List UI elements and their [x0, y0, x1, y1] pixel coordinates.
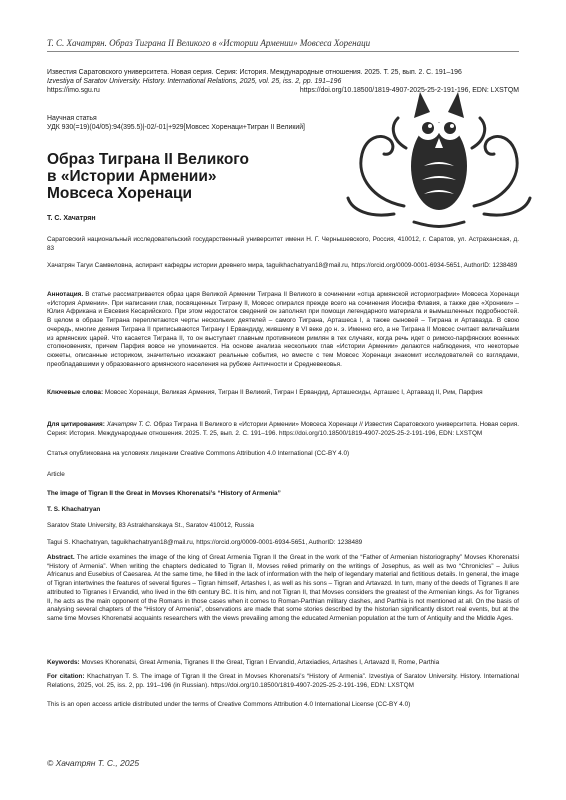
author-info-en: Tagui S. Khachatryan, taguikhachatryan18@mail.ru, https://orcid.org/0009-0001-6934-5651, AuthorID: 1238489	[47, 539, 363, 546]
udc-code: УДК 930(=19)(04/05):94(395.5)|-02/-01|+929[Мовсес Хоренаци+Тигран II Великий]	[47, 124, 305, 131]
citation-text: Khachatryan T. S. The image of Tigran II the Great in Movses Khorenatsi’s “History of Armenia”. Izvestiya of Saratov University. History. International Relations, 2025, vol. 25, iss. 2, pp. 191–196 (in Russian). https://doi.org/10.18500/1819-4907-2025-25-2-191-196, EDN: LXSTQM	[47, 673, 520, 689]
title-line: в «Истории Армении»	[47, 168, 217, 185]
keywords-text: Movses Khorenatsi, Great Armenia, Tigranes II the Great, Tigran I Ervandid, Artaxiadies, Artashes I, Artavazd II, Rome, Parthia	[81, 659, 440, 666]
author-info-ru: Хачатрян Тагуи Самвеловна, аспирант кафедры истории древнего мира, taguikhachatryan18@mail.ru, https://orcid.org/0009-0001-6934-5651, AuthorID: 1238489	[47, 262, 518, 269]
citation-en	[47, 673, 519, 690]
citation-label: Для цитирования:	[47, 421, 105, 428]
doi-link[interactable]: https://doi.org/10.18500/1819-4907-2025-25-2-191-196, EDN: LXSTQM	[299, 87, 519, 94]
article-label-en: Article	[47, 471, 65, 478]
journal-line-en: Izvestiya of Saratov University. History. International Relations, 2025, vol. 25, iss. 2, pp. 191–196	[47, 78, 342, 85]
title-line: Образ Тиграна II Великого	[47, 151, 250, 168]
page-title	[47, 151, 287, 202]
keywords-text: Мовсес Хоренаци, Великая Армения, Тигран II Великий, Тигран I Ервандид, Арташесиды, Арташес I, Артавазд II, Рим, Парфия	[104, 389, 483, 396]
abstract-text: The article examines the image of the king of Great Armenia Tigran II the Great in the work of the “Father of Armenian historiography” Movses Khorenatsi “History of Armenia”. When writing the chapters dedicated to Tigran II, Movses relied primarily on the writings of Josephus, as well as two “Chronicles” – Julius Africanus and Eusebius of Caesarea. At the same time, he filled in the lack of information with the help of legendary material and fictitious details. In general, the image of Tigran intertwines the features of several figures – Tigran himself, Artashes I, as well as his sons – Tigran and Artavazd. In turn, many of the deeds of Tigranes II are attributed to Tigranes I Ervandid, who lived in the 6th century BC. It is him, and not Tigran II, that Movses considers the greatest of the Armenian kings. As for Tigranes II, he acts as the main opponent of the Romans in those cases when it comes to Roman-Parthian military clashes, and Parthia is not mentioned at all. On the basis of analysing several chapters of the “History of Armenia”, observations are made that some stories described by the historian significantly distort real events, but at the same time Movses Khorenatsi acquaints researchers with the views prevailing among the educated Armenian population at the turn of Antiquity and the Middle Ages.	[47, 554, 519, 622]
affiliation-en: Saratov State University, 83 Astrakhanskaya St., Saratov 410012, Russia	[47, 522, 254, 529]
owl-emblem-icon	[344, 88, 534, 230]
affiliation-ru: Саратовский национальный исследовательский государственный университет имени Н. Г. Чернышевского, Россия, 410012, г. Саратов, ул. Астраханская, д. 83	[47, 236, 519, 252]
abstract-ru	[47, 291, 519, 369]
abstract-label: Аннотация.	[47, 291, 84, 298]
header-rule	[47, 51, 519, 52]
citation-author: Хачатрян Т. С.	[106, 421, 152, 428]
abstract-text: В статье рассматривается образ царя Великой Армении Тиграна II Великого в сочинении «отца армянской историографии» Мовсеса Хоренаци «История Армении». При написании глав, посвященных Тиграну II, Мовсес опирался прежде всего на сочинения Иосифа Флавия, а также две «Хроники» – Юлия Африкана и Евсевия Кесарийского. При этом недостаток сведений он заполнял при помощи легендарного материала и вымышленных подробностей. В целом в образе Тиграна переплетаются черты нескольких деятелей – самого Тиграна, Арташеса I, а также сыновей – Тиграна и Артавазда. В свою очередь, многие деяния Тиграна II приписываются Тиграну I Ервандиду, жившему в VI веке до н. э. Именно его, а не Тиграна II Мовсес считает величайшим из армянских царей. Что касается Тиграна II, то он выступает главным противником римлян в тех случаях, когда речь идет о римско-парфянских военных столкновениях, причем Парфия вовсе не упоминается. На основе анализа нескольких глав «Истории Армении» делаются наблюдения, что некоторые сюжеты, описанные историком, значительно искажают реальные события, но вместе с тем Мовсес Хоренаци знакомит исследователей со взглядами, преобладавшими у образованного армянского населения на рубеже Античности и Средневековья.	[47, 291, 519, 368]
author-en: T. S. Khachatryan	[47, 506, 101, 513]
title-en: The image of Tigran II the Great in Movses Khorenatsi’s “History of Armenia”	[47, 490, 281, 497]
journal-line-ru: Известия Саратовского университета. Новая серия. Серия: История. Международные отношения. 2025. Т. 25, вып. 2. С. 191–196	[47, 69, 462, 76]
copyright-notice: © Хачатрян Т. С., 2025	[47, 758, 140, 768]
citation-ru	[47, 421, 519, 438]
journal-site-link[interactable]: https://imo.sgu.ru	[47, 87, 100, 94]
article-type: Научная статья	[47, 115, 97, 122]
license-ru: Статья опубликована на условиях лицензии Creative Commons Attribution 4.0 International (CC-BY 4.0)	[47, 450, 350, 457]
title-line: Мовсеса Хоренаци	[47, 185, 193, 202]
license-en: This is an open access article distributed under the terms of Creative Commons Attribution 4.0 International License (CC-BY 4.0)	[47, 701, 411, 708]
running-header: Т. С. Хачатрян. Образ Тиграна II Великого в «Истории Армении» Мовсеса Хоренаци	[47, 38, 371, 48]
keywords-label: Ключевые слова:	[47, 389, 104, 396]
citation-text: Образ Тиграна II Великого в «Истории Армении» Мовсеса Хоренаци // Известия Саратовского университета. Новая серия. Серия: История. Международные отношения. 2025. Т. 25, вып. 2. С. 191–196. https://doi.org/10.18500/1819-4907-2025-25-2-191-196, EDN: LXSTQM	[47, 421, 520, 437]
keywords-label: Keywords:	[47, 659, 80, 666]
abstract-label: Abstract.	[47, 554, 75, 561]
author-name: Т. С. Хачатрян	[47, 215, 96, 222]
article-type-block	[47, 114, 377, 132]
citation-label: For citation:	[47, 673, 85, 680]
keywords-ru	[47, 389, 519, 398]
keywords-en	[47, 659, 519, 668]
abstract-en	[47, 554, 519, 624]
